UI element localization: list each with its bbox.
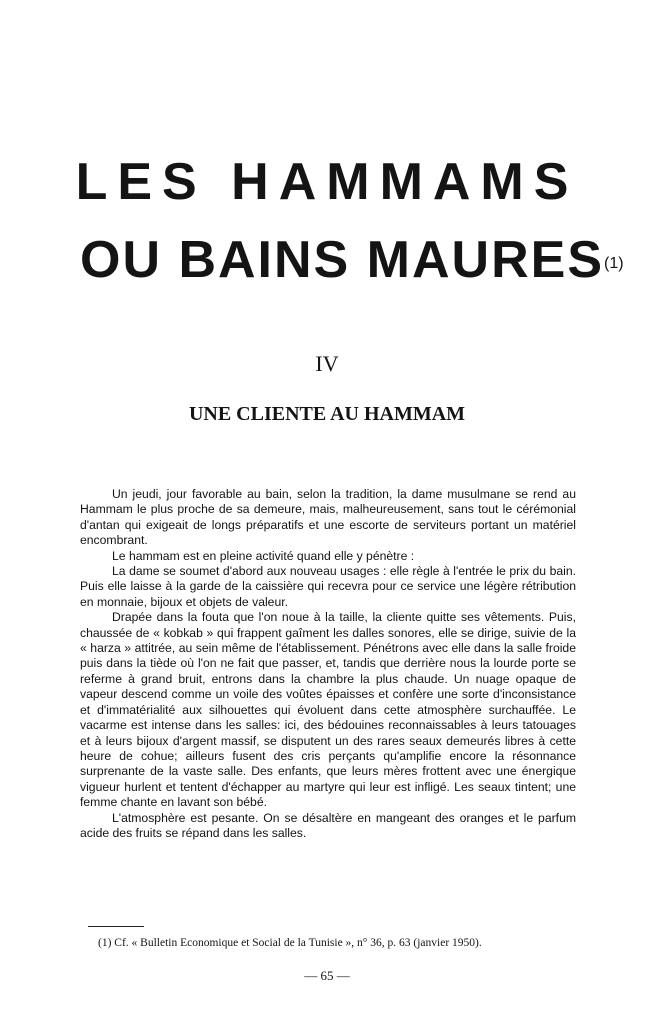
title-footnote-marker: (1) — [604, 255, 624, 272]
paragraph: Drapée dans la fouta que l'on noue à la taille, la cliente quitte ses vêtements. Puis, chaussée de « kobkab » qui frappent gaîment les dalles sonores, elle se dirige, suivie de la « harza » attitrée, au sein même de l'établissement. Pénétrons avec elle dans la salle froide puis dans la tiède où l'on ne fait que passer, et, tandis que derrière nous la lourde porte se referme à grand bruit, entrons dans la chambre la plus chaude. Un nuage opaque de vapeur descend comme un voile des voûtes épaisses et confère une sorte d'inconsistance et d'immatérialité aux silhouettes qui évoluent dans cette atmosphère surchauffée. Le vacarme est intense dans les salles: ici, des bédouines reconnaissables à leurs tatouages et à leurs bijoux d'argent massif, se disputent un des rares seaux demeurés libres à cette heure de cohue; ailleurs fusent des cris perçants qu'amplifie encore la résonnance surprenante de la vaste salle. Des enfants, que leurs mères frottent avec une énergique vigueur hurlent et tentent d'échapper au martyre qui leur est infligé. Les seaux tintent; une femme chante en lavant son bébé. — [80, 610, 576, 810]
paragraph: Un jeudi, jour favorable au bain, selon la tradition, la dame musulmane se rend au Hammam le plus proche de sa demeure, mais, malheureusement, sans tout le cérémonial d'antan qui exigeait de longs préparatifs et une escorte de serviteurs portant un matériel encombrant. — [80, 487, 576, 548]
title-line-1: LES HAMMAMS — [75, 153, 579, 211]
section-number: IV — [315, 351, 339, 376]
footnote: (1) Cf. « Bulletin Economique et Social de la Tunisie », n° 36, p. 63 (janvier 1950). — [98, 937, 482, 949]
title-line-2 — [80, 228, 624, 292]
paragraph: L'atmosphère est pesante. On se désaltère en mangeant des oranges et le parfum acide des fruits se répand dans les salles. — [80, 810, 576, 840]
title-line-2-text: OU BAINS MAURES — [80, 231, 605, 289]
paragraph: La dame se soumet d'abord aux nouveau usages : elle règle à l'entrée le prix du bain. Puis elle laisse à la garde de la caissière qui recevra pour ce service une légère rétribution en monnaie, bijoux et objets de valeur. — [80, 564, 576, 609]
paragraph: Le hammam est en pleine activité quand elle y pénètre : — [112, 548, 415, 563]
article-body — [80, 487, 576, 841]
footnote-divider — [88, 926, 144, 927]
section-subtitle: UNE CLIENTE AU HAMMAM — [188, 403, 466, 425]
page-number: — 65 — — [304, 968, 350, 983]
